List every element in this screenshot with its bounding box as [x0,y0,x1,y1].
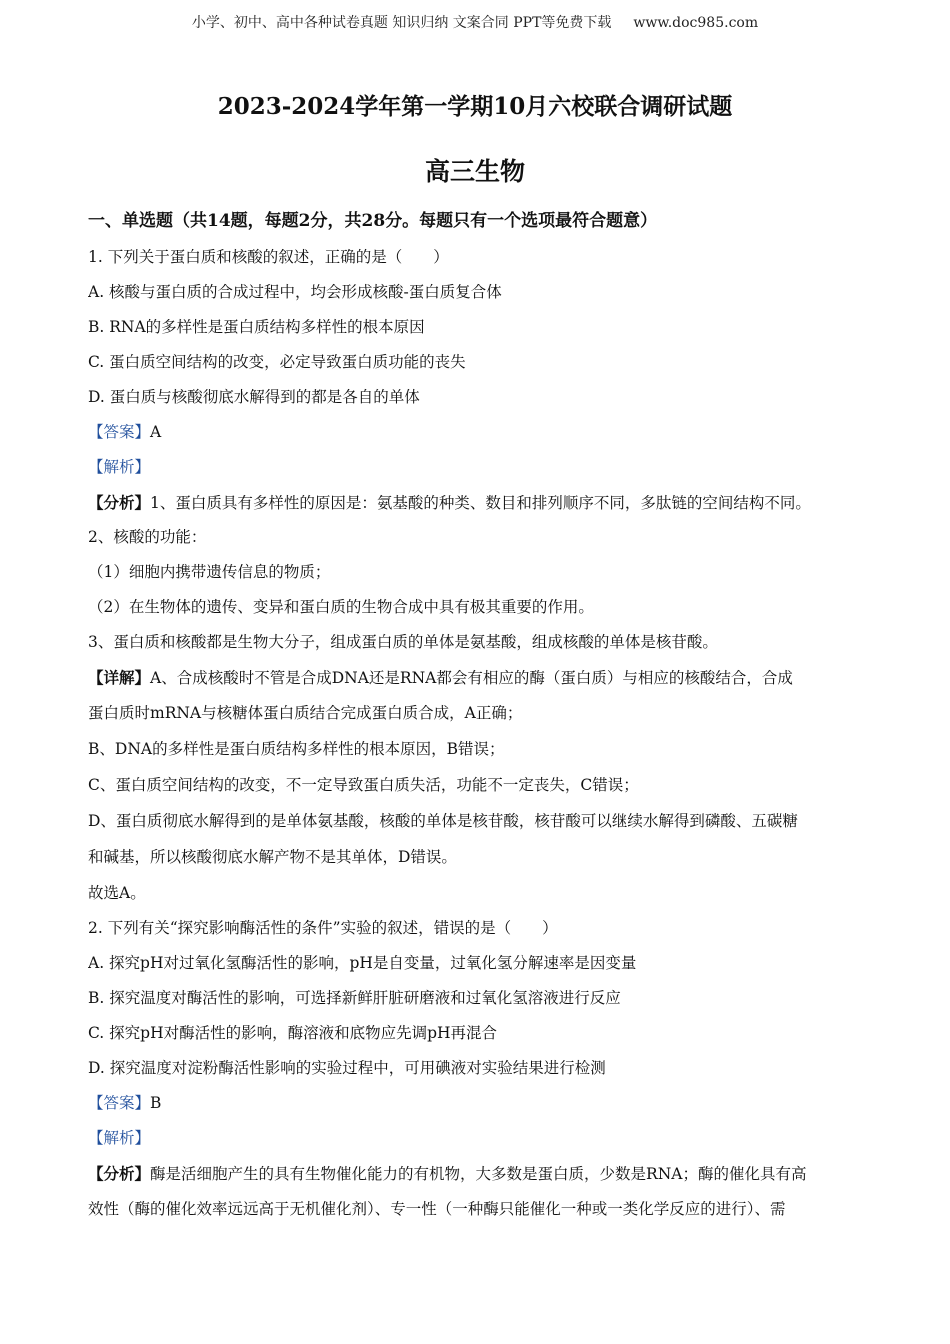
q1-stem: 1. 下列关于蛋白质和核酸的叙述，正确的是（ ） [88,248,449,266]
q1-fenxi-1 [88,485,868,520]
q1-xiangjie-1 [88,660,868,696]
q1-xiangjie-5: D、蛋白质彻底水解得到的是单体氨基酸，核酸的单体是核苷酸，核苷酸可以继续水解得到磷酸、五碳糖 [88,812,798,830]
header-site-link[interactable]: www.doc985.com [633,15,759,31]
q1-analysis-label: 【解析】 [88,458,151,476]
q2-analysis-label: 【解析】 [88,1129,151,1147]
q1-xiangjie-tag: 【详解】 [88,668,151,687]
q2-option-a: A. 探究pH对过氧化氢酶活性的影响，pH是自变量，过氧化氢分解速率是因变量 [88,954,637,972]
page-header [0,12,950,32]
q2-answer [88,1086,868,1121]
exam-subtitle: 高三生物 [424,157,525,186]
q1-fenxi-1-text: 1、蛋白质具有多样性的原因是：氨基酸的种类、数目和排列顺序不同，多肽链的空间结构不同。 [150,494,811,512]
q2-option-c: C. 探究pH对酶活性的影响，酶溶液和底物应先调pH再混合 [88,1024,498,1042]
q1-fenxi-3: （1）细胞内携带遗传信息的物质； [88,563,331,581]
exam-title: 2023-2024学年第一学期10月六校联合调研试题 [217,93,733,120]
q2-fenxi-1 [88,1156,868,1192]
q2-answer-value: B [150,1094,162,1112]
q1-xiangjie-2: 蛋白质时mRNA与核糖体蛋白质结合完成蛋白质合成，A正确； [88,704,523,722]
q1-xiangjie-3: B、DNA的多样性是蛋白质结构多样性的根本原因，B错误； [88,740,505,758]
q2-option-d: D. 探究温度对淀粉酶活性影响的实验过程中，可用碘液对实验结果进行检测 [88,1059,606,1077]
q2-fenxi-2: 效性（酶的催化效率远远高于无机催化剂）、专一性（一种酶只能催化一种或一类化学反应的进行）、需 [88,1200,786,1218]
q2-stem: 2. 下列有关“探究影响酶活性的条件”实验的叙述，错误的是（ ） [88,919,558,937]
q1-xiangjie-4: C、蛋白质空间结构的改变，不一定导致蛋白质失活，功能不一定丧失，C错误； [88,776,639,794]
q2-fenxi-1-text: 酶是活细胞产生的具有生物催化能力的有机物，大多数是蛋白质，少数是RNA；酶的催化具有高 [150,1165,807,1183]
q1-answer [88,415,868,450]
q1-option-d: D. 蛋白质与核酸彻底水解得到的都是各自的单体 [88,388,420,406]
q1-option-a: A. 核酸与蛋白质的合成过程中，均会形成核酸-蛋白质复合体 [88,283,502,301]
q2-option-b: B. 探究温度对酶活性的影响，可选择新鲜肝脏研磨液和过氧化氢溶液进行反应 [88,989,621,1007]
q1-xiangjie-6: 和碱基，所以核酸彻底水解产物不是其单体，D错误。 [88,848,457,866]
q1-analysis-tag [88,450,868,485]
q2-fenxi-tag: 【分析】 [88,1164,151,1183]
q1-fenxi-tag: 【分析】 [88,493,151,512]
document-body [88,240,868,1228]
q1-answer-tag: 【答案】 [88,423,151,441]
q1-conclusion: 故选A。 [88,884,146,902]
q1-fenxi-2: 2、核酸的功能： [88,528,207,546]
q1-option-c: C. 蛋白质空间结构的改变，必定导致蛋白质功能的丧失 [88,353,466,371]
section-heading: 一、单选题（共14题，每题2分，共28分。每题只有一个选项最符合题意） [88,211,658,231]
q1-fenxi-5: 3、蛋白质和核酸都是生物大分子，组成蛋白质的单体是氨基酸，组成核酸的单体是核苷酸。 [88,633,718,651]
q1-option-b: B. RNA的多样性是蛋白质结构多样性的根本原因 [88,318,425,336]
q1-answer-value: A [150,423,162,441]
q2-answer-tag: 【答案】 [88,1094,151,1112]
q2-analysis-tag [88,1121,868,1156]
q1-fenxi-4: （2）在生物体的遗传、变异和蛋白质的生物合成中具有极其重要的作用。 [88,598,594,616]
header-text: 小学、初中、高中各种试卷真题 知识归纳 文案合同 PPT等免费下载 [191,15,612,31]
q1-xiangjie-1-text: A、合成核酸时不管是合成DNA还是RNA都会有相应的酶（蛋白质）与相应的核酸结合，合成 [150,669,793,687]
